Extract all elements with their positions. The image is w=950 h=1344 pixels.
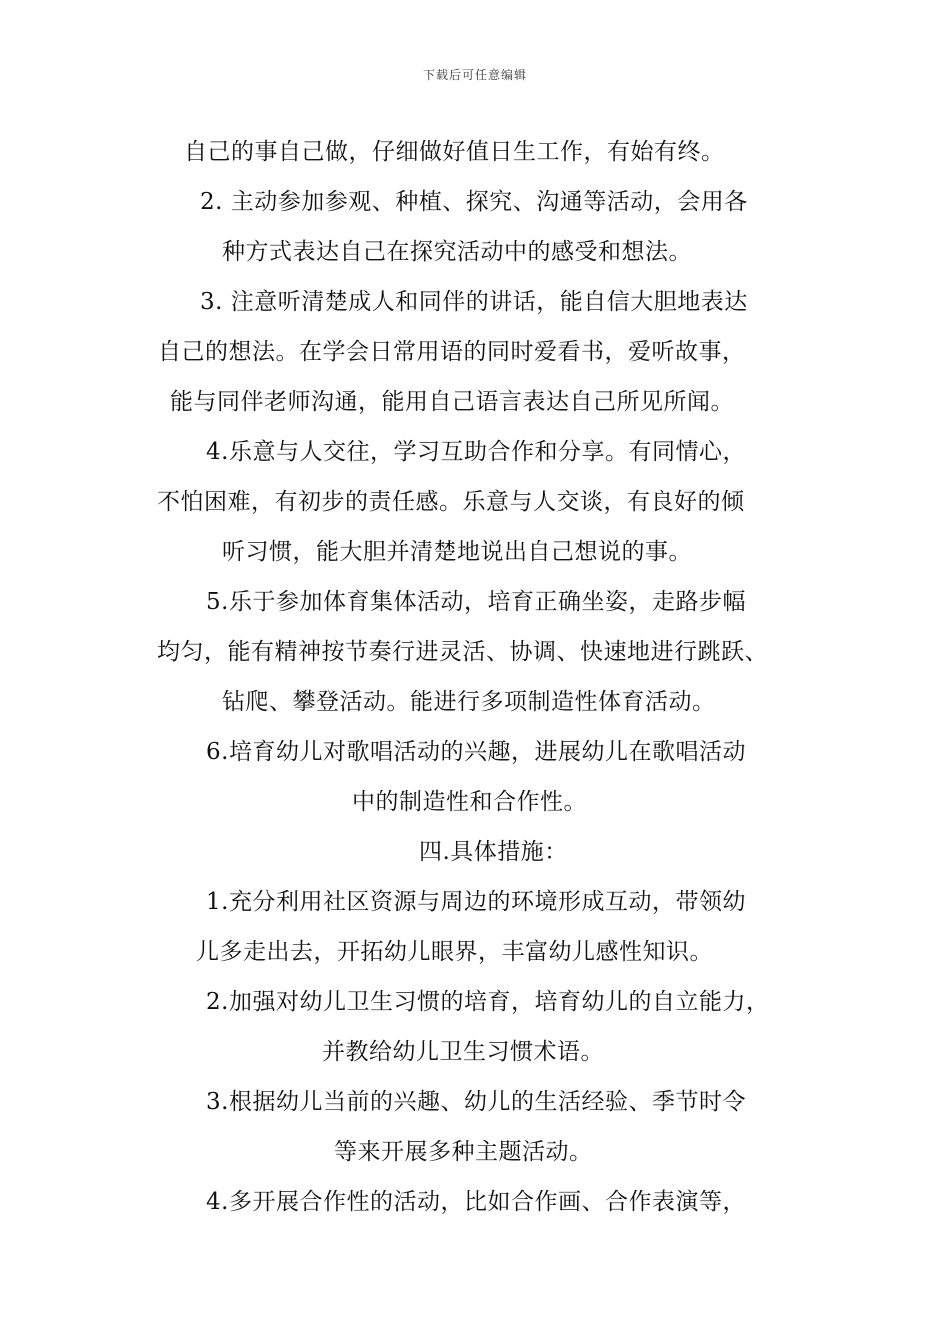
text-line: 1.充分利用社区资源与周边的环境形成互动，带领幼 xyxy=(206,889,746,915)
text-line: 2.加强对幼儿卫生习惯的培育，培育幼儿的自立能力， xyxy=(206,989,770,1015)
text-line: 自己的想法。在学会日常用语的同时爱看书，爱听故事， xyxy=(158,339,746,365)
text-line: 3.根据幼儿当前的兴趣、幼儿的生活经验、季节时令 xyxy=(206,1089,746,1115)
text-line: 儿多走出去，开拓幼儿眼界，丰富幼儿感性知识。 xyxy=(196,939,713,965)
text-line: 中的制造性和合作性。 xyxy=(352,789,587,815)
text-line: 6.培育幼儿对歌唱活动的兴趣，进展幼儿在歌唱活动 xyxy=(206,739,746,765)
text-line: 听习惯，能大胆并清楚地说出自己想说的事。 xyxy=(222,539,692,565)
text-line: 种方式表达自己在探究活动中的感受和想法。 xyxy=(222,239,692,265)
text-line: 自己的事自己做，仔细做好值日生工作，有始有终。 xyxy=(184,139,725,165)
text-line: 4.乐意与人交往，学习互助合作和分享。有同情心， xyxy=(206,439,746,465)
text-line: 3. 注意听清楚成人和同伴的讲话，能自信大胆地表达 xyxy=(200,289,748,315)
page-header: 下载后可任意编辑 xyxy=(422,68,527,82)
text-line: 5.乐于参加体育集体活动，培育正确坐姿，走路步幅 xyxy=(206,589,746,615)
text-line: 不怕困难，有初步的责任感。乐意与人交谈，有良好的倾 xyxy=(157,489,745,515)
text-line: 2. 主动参加参观、种植、探究、沟通等活动，会用各 xyxy=(200,189,748,215)
text-line: 并教给幼儿卫生习惯术语。 xyxy=(322,1039,604,1065)
text-line: 4.多开展合作性的活动，比如合作画、合作表演等， xyxy=(206,1189,746,1215)
text-line: 钻爬、攀登活动。能进行多项制造性体育活动。 xyxy=(222,689,716,715)
text-line: 等来开展多种主题活动。 xyxy=(334,1139,593,1165)
text-line: 能与同伴老师沟通，能用自己语言表达自己所见所闻。 xyxy=(170,389,734,415)
section-heading: 四.具体措施： xyxy=(419,839,568,865)
text-line: 均匀，能有精神按节奏行进灵活、协调、快速地进行跳跃、 xyxy=(157,639,768,665)
